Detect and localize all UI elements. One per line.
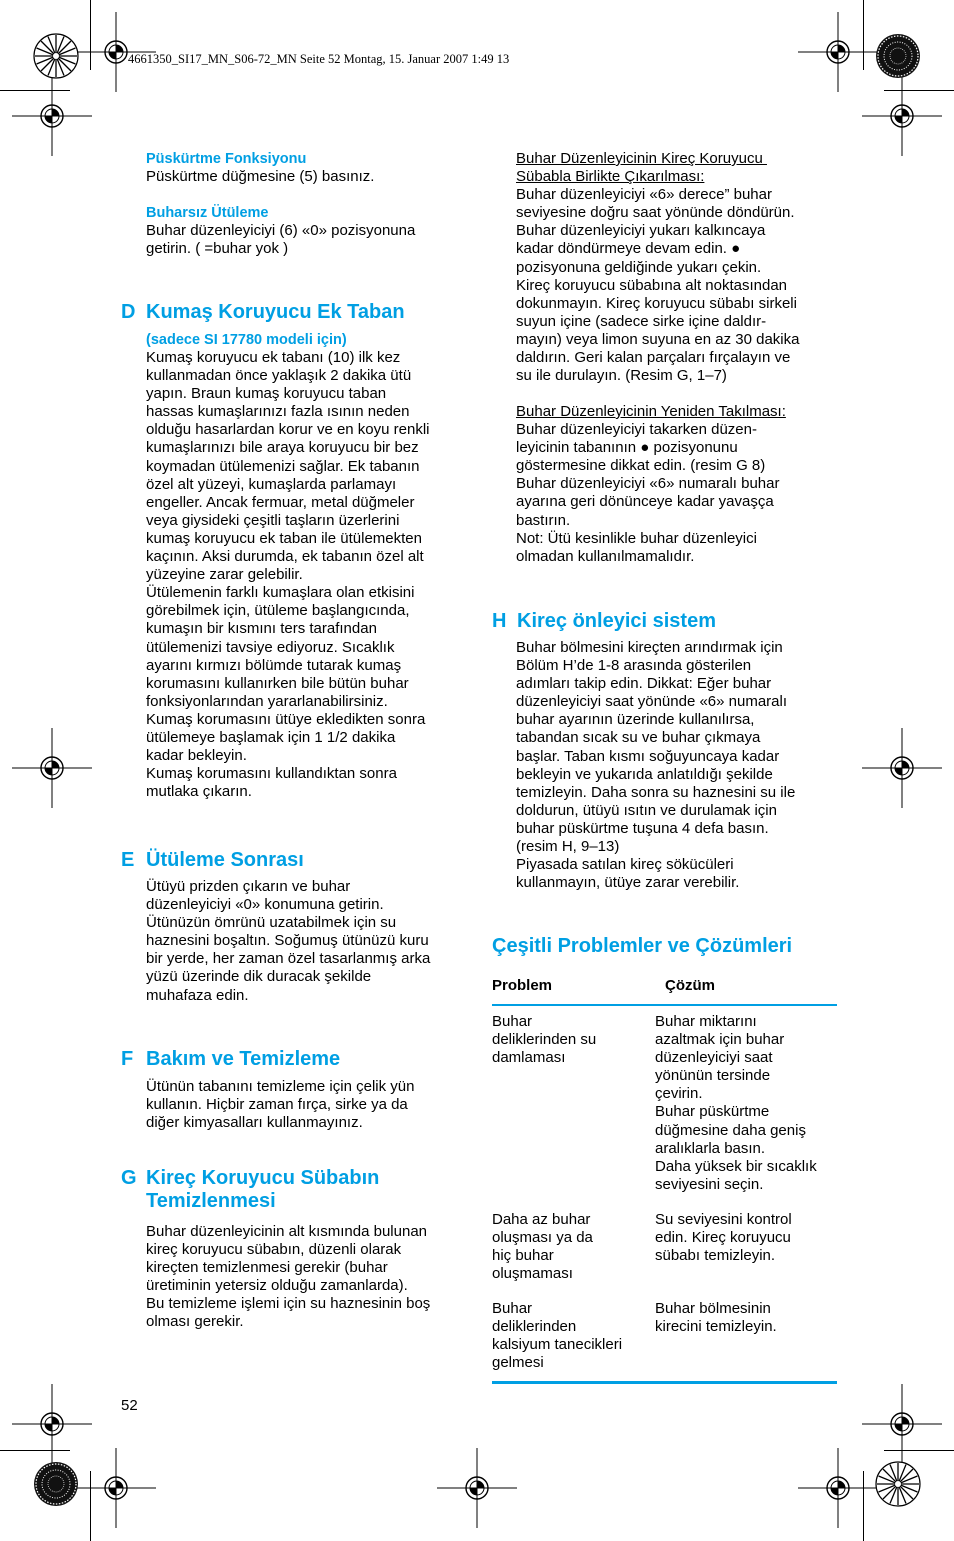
cell-line: Buhar miktarını (655, 1013, 757, 1030)
section-letter: F (121, 1048, 134, 1070)
solution-cell (655, 1300, 840, 1336)
body-line: kumaşın bir kısmını ters tarafından (146, 620, 377, 638)
heading-e (121, 849, 461, 873)
section-title: Kireç önleyici sistem (517, 610, 716, 632)
section-d-body (146, 331, 476, 801)
cell-line: Buhar (492, 1300, 533, 1317)
body-line: olmadan kullanılmamalıdır. (516, 547, 695, 565)
body-line: Buhar düzenleyiciyi (6) «0» pozisyonuna (146, 222, 416, 239)
problem-cell (492, 1211, 652, 1283)
body-line: diğer kimyasalları kullanmayınız. (146, 1114, 363, 1132)
body-line: korumasını kullanırken bile bütün buhar (146, 674, 409, 692)
body-line: fonksiyonlarından yararlanabilirsiniz. (146, 692, 388, 710)
cell-line: sübabı temizleyin. (655, 1247, 776, 1265)
body-line: kadar döndürmeye devam edin. ● (516, 240, 741, 258)
body-line: Ütünüzün ömrünü uzatabilmek için su (146, 914, 397, 932)
body-line: dokunmayın. Kireç koruyucu sübabı sirkeli (516, 294, 797, 312)
problem-cell (492, 1300, 652, 1372)
section-title: Kireç Koruyucu Sübabın (146, 1167, 380, 1189)
cell-line: yönünün tersinde (655, 1067, 771, 1085)
heading-problems (492, 935, 852, 959)
body-line: pozisyonuna geldiğinde yukarı çekin. (516, 258, 762, 276)
body-line: bekleyin ve yukarıda anlatıldığı şekilde (516, 765, 773, 783)
section-buharsiz (146, 204, 476, 258)
body-line: muhafaza edin. (146, 986, 249, 1004)
subsection-title: Buhar Düzenleyicinin Yeniden Takılması: (516, 403, 786, 420)
section-h-body (516, 639, 846, 892)
cell-line: düğmesine daha geniş (655, 1121, 806, 1139)
section-title: Kumaş Koruyucu Ek Taban (146, 301, 405, 323)
body-line: Buhar düzenleyicinin alt kısmında bulunan (146, 1223, 428, 1240)
cell-line: Su seviyesini kontrol (655, 1211, 792, 1228)
cell-line: gelmesi (492, 1354, 544, 1372)
cell-line: düzenleyiciyi saat (655, 1049, 773, 1067)
body-line: kullanın. Hiçbir zaman fırça, sirke ya da (146, 1096, 408, 1114)
cell-line: oluşması ya da (492, 1229, 593, 1247)
body-line: leyicinin tabanının ● pozisyonunu (516, 439, 738, 457)
section-g-body (146, 1223, 476, 1332)
cell-line: damlaması (492, 1049, 566, 1067)
body-line: kireçten temizlenmesi gerekir (buhar (146, 1259, 388, 1277)
cell-line: aralıklarla basın. (655, 1139, 766, 1157)
body-line: görebilmek için, ütüleme başlangıcında, (146, 602, 410, 620)
body-line: düzenleyiciyi saat yönünde «6» numaralı (516, 693, 788, 711)
section-e-body (146, 878, 476, 1005)
body-line: mayın) veya limon suyuna en az 30 dakika (516, 330, 800, 348)
cell-line: Buhar (492, 1013, 533, 1030)
subsection-title: Buhar Düzenleyicinin Kireç Koruyucu (516, 150, 767, 167)
body-line: Kumaş korumasını kullandıktan sonra (146, 765, 397, 783)
body-line: buhar püskürtme tuşuna 4 defa basın. (516, 819, 769, 837)
section-subtitle: (sadece SI 17780 modeli için) (146, 332, 347, 348)
section-letter: G (121, 1167, 137, 1189)
body-line: Bölüm H’de 1-8 arasında gösterilen (516, 657, 752, 675)
body-line: Buhar düzenleyiciyi takarken düzen- (516, 421, 757, 439)
heading-f (121, 1048, 461, 1072)
body-line: ayarına geri dönünceye kadar yavaşça (516, 493, 774, 511)
body-line: tabandan sıcak su ve buhar çıkmaya (516, 729, 761, 747)
section-puskurtme (146, 150, 476, 186)
body-line: kaçının. Aksi durumda, ek tabanın özel alt (146, 548, 424, 566)
cell-line: deliklerinden (492, 1318, 577, 1336)
heading-h (492, 610, 832, 634)
body-line: koymadan ütülemenizi sağlar. Ek tabanın (146, 457, 420, 475)
section-title: Bakım ve Temizleme (146, 1048, 341, 1070)
body-line: suyun içine (sadece sirke içine daldır- (516, 312, 767, 330)
body-line: Buhar bölmesini kireçten arındırmak için (516, 639, 783, 656)
solution-cell (655, 1013, 840, 1194)
body-line: yüzü üzerinde dik duracak şekilde (146, 968, 372, 986)
table-bottom-rule (492, 1381, 837, 1384)
body-line: doldurun, ütüyü ısıtın ve durulamak için (516, 801, 777, 819)
body-line: Buhar düzenleyiciyi «6» numaralı buhar (516, 475, 780, 493)
body-line: kullanmayın, ütüye zarar verebilir. (516, 874, 740, 892)
body-line: seviyesine doğru saat yönünde döndürün. (516, 204, 795, 222)
body-line: haznesini boşaltın. Soğumuş ütünüzü kuru (146, 932, 429, 950)
body-line: engeller. Ancak fermuar, metal düğmeler (146, 493, 415, 511)
body-line: buhar ayarının üzerinde kullanılırsa, (516, 711, 755, 729)
body-line: göstermesine dikkat edin. (resim G 8) (516, 457, 766, 475)
body-line: hassas kumaşlarınızı fazla ısının neden (146, 403, 410, 421)
cell-line: oluşmaması (492, 1265, 573, 1283)
body-line: ütülemeye başlamak için 1 1/2 dakika (146, 728, 396, 746)
body-line: Ütünün tabanını temizleme için çelik yün (146, 1078, 415, 1095)
subsection-title-line2: Sübabla Birlikte Çıkarılması: (516, 168, 705, 186)
body-line: özel alt yüzeyi, kumaşlarda parlamayı (146, 475, 397, 493)
body-line: bastırın. (516, 511, 571, 529)
cell-line: çevirin. (655, 1085, 703, 1103)
body-line: Bu temizleme işlemi için su haznesinin boş (146, 1295, 431, 1313)
body-line: adımları takip edin. Dikkat: Eğer buhar (516, 675, 772, 693)
table-header-problem: Problem (492, 977, 553, 994)
cell-line: azaltmak için buhar (655, 1031, 785, 1049)
body-line: başlar. Taban kısmı soğuyuncaya kadar (516, 747, 780, 765)
section-letter: E (121, 849, 135, 871)
cell-line: kirecini temizleyin. (655, 1318, 777, 1336)
body-line: düzenleyiciyi «0» konumuna getirin. (146, 896, 384, 914)
body-line: Not: Ütü kesinlikle buhar düzenleyici (516, 529, 757, 547)
body-line: temizleyin. Daha sonra su haznesini su ile (516, 783, 796, 801)
body-line: ayarını kırmızı bölümde tutarak kumaş (146, 656, 402, 674)
cell-line: Buhar bölmesinin (655, 1300, 771, 1317)
print-slug: 4661350_SI17_MN_S06-72_MN Seite 52 Montag, 15. Januar 2007 1:49 13 (128, 52, 510, 66)
body-line: Ütüyü prizden çıkarın ve buhar (146, 878, 351, 895)
body-line: kumaşlarınızı bile araya koruyucu bir bez (146, 439, 419, 457)
troubleshooting-table (492, 976, 838, 1386)
section-f-body (146, 1078, 476, 1132)
table-header-solution: Çözüm (665, 977, 715, 994)
cell-line: kalsiyum tanecikleri (492, 1336, 623, 1354)
body-line: Püskürtme düğmesine (5) basınız. (146, 168, 375, 185)
body-line: Buhar düzenleyiciyi yukarı kalkıncaya (516, 222, 766, 240)
cell-line: Daha az buhar (492, 1211, 591, 1228)
cell-line: edin. Kireç koruyucu (655, 1229, 791, 1247)
section-refit (516, 403, 846, 566)
table-header-rule (492, 1004, 837, 1006)
body-line: bir yerde, her zaman özel tasarlanmış arka (146, 950, 431, 968)
body-line: kadar bekleyin. (146, 747, 247, 765)
body-line: olması gerekir. (146, 1313, 244, 1331)
cell-line: hiç buhar (492, 1247, 554, 1265)
body-line: kireç koruyucu sübabın, düzenli olarak (146, 1241, 402, 1259)
body-line: kumaş koruyucu ek taban ile ütülemekten (146, 529, 422, 547)
heading-d (121, 301, 461, 325)
body-line: olduğu hasarlardan korur ve en koyu renkli (146, 421, 430, 439)
body-line: mutlaka çıkarın. (146, 783, 252, 801)
body-line: getirin. ( =buhar yok ) (146, 240, 289, 258)
body-line: Ütülemenin farklı kumaşlara olan etkisini (146, 584, 415, 602)
section-letter: H (492, 610, 507, 632)
section-title: Püskürtme Fonksiyonu (146, 151, 307, 167)
body-line: kullanmadan önce yaklaşık 2 dakika ütü (146, 367, 412, 385)
body-line: Piyasada satılan kireç sökücüleri (516, 856, 734, 874)
body-line: Kumaş koruyucu ek tabanı (10) ilk kez (146, 349, 401, 366)
body-line: Kireç koruyucu sübabına alt noktasından (516, 276, 788, 294)
section-title: Ütüleme Sonrası (146, 849, 304, 871)
body-line: (resim H, 9–13) (516, 838, 620, 856)
body-line: veya giysideki çeşitli taşların üzerlerini (146, 511, 400, 529)
section-title: Buharsız Ütüleme (146, 205, 269, 221)
body-line: yapın. Braun kumaş koruyucu taban (146, 385, 387, 403)
cell-line: seviyesini seçin. (655, 1175, 764, 1193)
body-line: ütülemenizi tavsiye ediyoruz. Sıcaklık (146, 638, 395, 656)
heading-g (121, 1167, 461, 1215)
body-line: üretiminin yetersiz olduğu zamanlarda). (146, 1277, 408, 1295)
section-title-line2: Temizlenmesi (146, 1190, 276, 1212)
body-line: daldırın. Geri kalan parçaları fırçalayın ve (516, 349, 791, 367)
problem-cell (492, 1013, 652, 1067)
section-title: Çeşitli Problemler ve Çözümleri (492, 935, 793, 957)
section-removal (516, 150, 846, 385)
cell-line: Daha yüksek bir sıcaklık (655, 1157, 817, 1175)
body-line: Buhar düzenleyiciyi «6» derece” buhar (516, 186, 772, 204)
section-letter: D (121, 301, 136, 323)
solution-cell (655, 1211, 840, 1265)
body-line: su ile durulayın. (Resim G, 1–7) (516, 367, 727, 385)
page-number: 52 (121, 1397, 138, 1414)
body-line: Kumaş korumasını ütüye ekledikten sonra (146, 710, 426, 728)
cell-line: deliklerinden su (492, 1031, 597, 1049)
cell-line: Buhar püskürtme (655, 1103, 770, 1121)
body-line: yüzeyine zarar gelebilir. (146, 566, 303, 584)
